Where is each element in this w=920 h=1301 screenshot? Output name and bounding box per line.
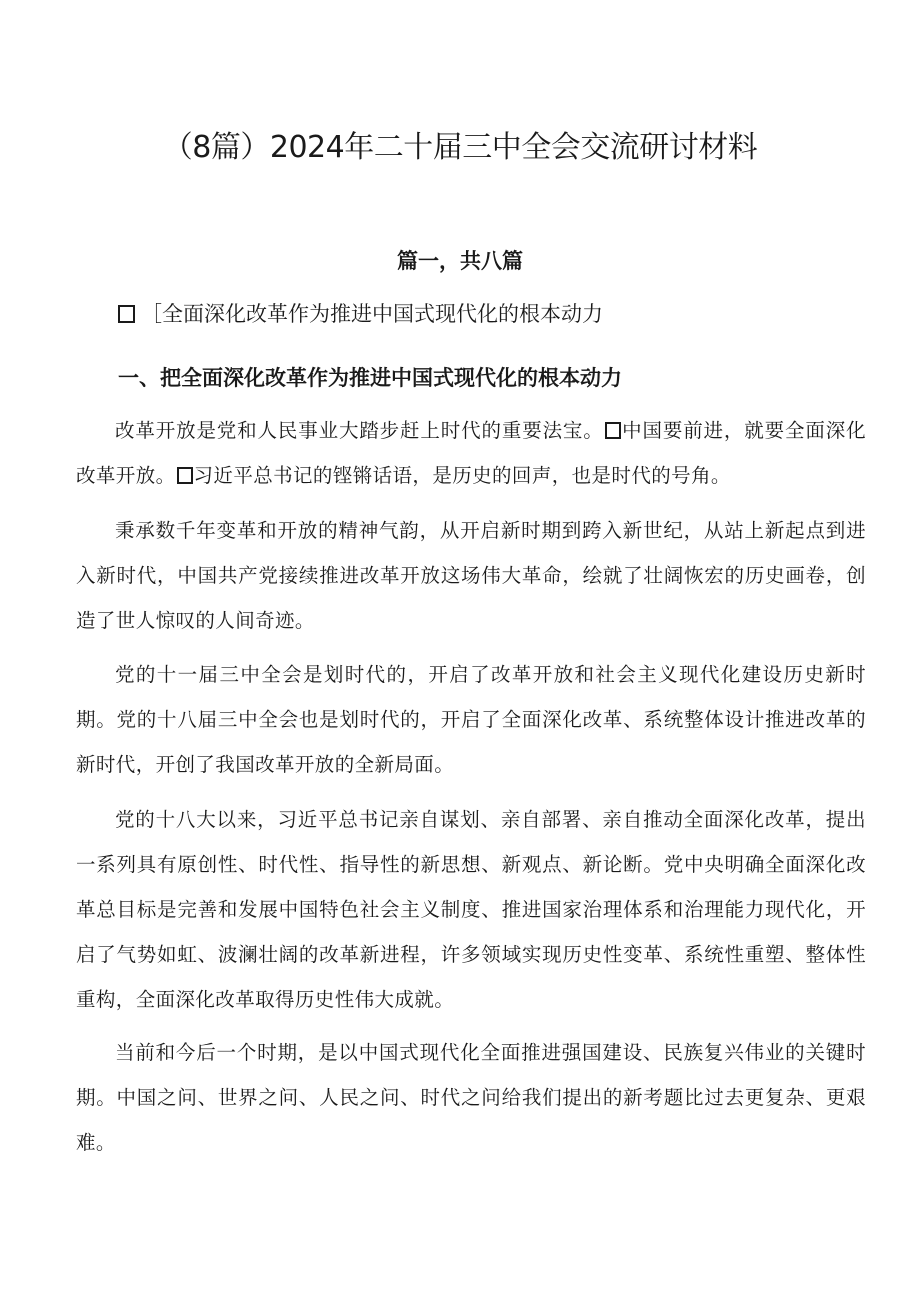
- document-title: （8篇）2024年二十届三中全会交流研讨材料: [162, 130, 758, 165]
- subtitle-line: [118, 296, 818, 332]
- paragraph-5: 当前和今后一个时期，是以中国式现代化全面推进强国建设、民族复兴伟业的关键时期。中国之问、世界之问、人民之问、时代之问给我们提出的新考题比过去更复杂、更艰难。: [76, 1041, 866, 1154]
- subtitle-text: ［全面深化改革作为推进中国式现代化的根本动力: [141, 302, 603, 326]
- paragraph-1-part-3: 习近平总书记的铿锵话语，是历史的回声，也是时代的号角。: [193, 464, 731, 487]
- paragraph-1-part-1: 改革开放是党和人民事业大踏步赶上时代的重要法宝。: [115, 419, 604, 442]
- paragraph-1-part-2: 中国要前进，就要全面深化改革开放。: [76, 419, 866, 487]
- section-title: 篇一，共八篇: [397, 249, 523, 273]
- paragraph-2: 秉承数千年变革和开放的精神气韵，从开启新时期到跨入新世纪，从站上新起点到进入新时代，中国共产党接续推进改革开放这场伟大革命，绘就了壮阔恢宏的历史画卷，创造了世人惊叹的人间奇迹。: [76, 519, 866, 632]
- missing-glyph-box-icon: [605, 422, 621, 439]
- paragraph-4: 党的十八大以来，习近平总书记亲自谋划、亲自部署、亲自推动全面深化改革，提出一系列具有原创性、时代性、指导性的新思想、新观点、新论断。党中央明确全面深化改革总目标是完善和发展中国特色社会主义制度、推进国家治理体系和治理能力现代化，开启了气势如虹、波澜壮阔的改革新进程，许多领域实现历史性变革、系统性重塑、整体性重构，全面深化改革取得历史性伟大成就。: [76, 808, 866, 1011]
- heading-one: 一、把全面深化改革作为推进中国式现代化的根本动力: [118, 366, 622, 390]
- missing-glyph-box-icon: [118, 305, 135, 323]
- paragraph-3: 党的十一届三中全会是划时代的，开启了改革开放和社会主义现代化建设历史新时期。党的十八届三中全会也是划时代的，开启了全面深化改革、系统整体设计推进改革的新时代，开创了我国改革开放的全新局面。: [76, 663, 866, 776]
- missing-glyph-box-icon: [177, 467, 193, 484]
- paragraph-1: [76, 408, 866, 498]
